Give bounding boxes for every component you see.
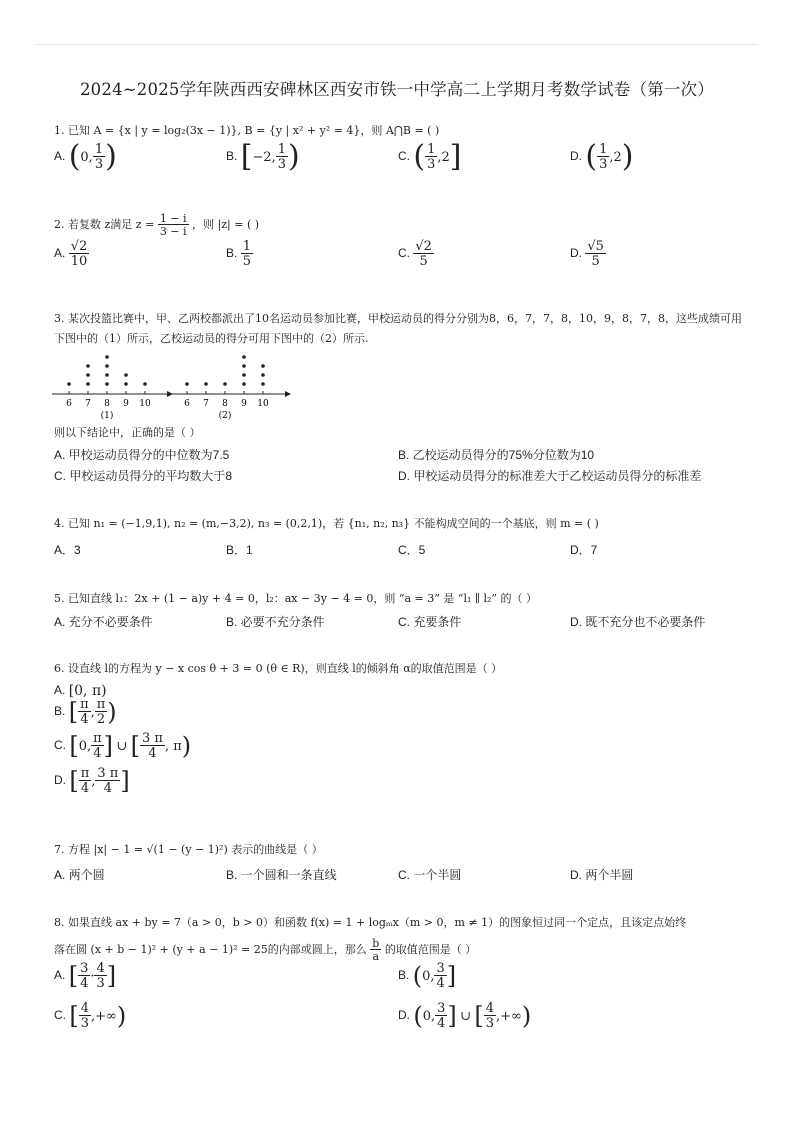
denominator: 4	[79, 780, 92, 795]
tick-label: 7	[203, 399, 209, 409]
numerator: 3	[436, 961, 445, 976]
question-stem: 若复数 z满足 z =	[68, 218, 155, 231]
question-6	[54, 662, 754, 676]
option-4b[interactable]: B．1	[226, 543, 253, 557]
option-7a[interactable]: A. 两个圆	[54, 868, 105, 882]
score-dot	[261, 364, 265, 368]
question-number: 2.	[54, 218, 65, 231]
option-3a[interactable]: A. 甲校运动员得分的中位数为7.5	[54, 448, 230, 462]
question-stem: 某次投篮比赛中，甲、乙两校都派出了10名运动员参加比赛，甲校运动员的得分分别为8，6，7，7，8，10，9，8，7，8，这些成绩可用下图中的（1）所示，乙校运动员的得分可用下图中的（2）所示.	[54, 312, 742, 345]
tick-label: 9	[241, 399, 247, 409]
numerator: 1	[599, 142, 608, 157]
score-dot	[124, 373, 128, 377]
score-dot	[185, 382, 189, 386]
tick-label: 6	[66, 399, 72, 409]
denominator: 3	[599, 157, 608, 172]
tick-label: 7	[85, 399, 91, 409]
option-label: A.	[54, 683, 66, 698]
question-stem: 已知 A = {x | y = log₂(3x − 1)}, B = {y | x² + y² = 4}，则 A⋂B = ( )	[68, 124, 440, 137]
page-title: 2024~2025学年陕西西安碑林区西安市铁一中学高二上学期月考数学试卷（第一次）	[79, 80, 714, 99]
option-value: , π	[164, 738, 182, 754]
numerator: π	[93, 731, 102, 746]
question-2	[54, 213, 754, 237]
numerator: 1 − i	[159, 212, 187, 225]
question-number: 5.	[54, 592, 65, 605]
option-5b[interactable]: B. 必要不充分条件	[226, 615, 325, 629]
numerator: π	[80, 766, 90, 781]
option-label: C.	[398, 149, 410, 164]
denominator: 4	[436, 976, 445, 991]
denominator: 3	[94, 157, 104, 172]
option-7b[interactable]: B. 一个圆和一条直线	[226, 868, 337, 882]
denominator: 4	[80, 976, 89, 991]
numerator: 1	[427, 142, 436, 157]
option-7c[interactable]: C. 一个半圆	[398, 868, 462, 882]
denominator: 3 − i	[159, 225, 187, 238]
option-1a[interactable]: A. (0, $\frac{1}{3}$ )	[54, 139, 117, 174]
option-value: ,+∞	[91, 1008, 117, 1024]
score-dot	[143, 382, 147, 386]
score-dot	[242, 373, 246, 377]
denominator: 4	[140, 745, 165, 760]
option-2a[interactable]	[54, 240, 89, 268]
question-4	[54, 517, 754, 531]
separator: ·	[90, 968, 95, 984]
question-5	[54, 592, 754, 606]
numerator: 4	[80, 1001, 89, 1016]
numerator: 1	[94, 142, 104, 157]
option-label: A.	[54, 149, 66, 164]
denominator: a	[370, 949, 381, 962]
question-3	[54, 309, 744, 349]
score-dot	[242, 355, 246, 359]
option-5a[interactable]: A. 充分不必要条件	[54, 615, 153, 629]
plot-label: (1)	[100, 411, 114, 421]
option-label: D.	[570, 246, 582, 261]
option-5c[interactable]: C. 充要条件	[398, 615, 462, 629]
option-value: 0,	[78, 738, 92, 754]
denominator: 3	[277, 157, 286, 172]
score-dot	[86, 373, 90, 377]
option-label: B.	[226, 149, 238, 164]
denominator: 4	[91, 745, 104, 760]
option-label: A.	[54, 246, 66, 261]
question-number: 7.	[54, 843, 65, 856]
plot-label: (2)	[218, 411, 232, 421]
option-4a[interactable]: A．3	[54, 543, 81, 557]
option-2c[interactable]	[398, 240, 434, 268]
option-label: D.	[398, 1008, 410, 1023]
denominator: 3	[485, 1016, 495, 1031]
score-dot	[67, 382, 71, 386]
option-8d[interactable]: D. (0, $\frac{3}{4}$ ] ∪ [ $\frac{4}{3}$ ,+∞)	[398, 1001, 532, 1031]
numerator: 1	[277, 142, 286, 157]
score-dot	[105, 364, 109, 368]
score-dot	[261, 382, 265, 386]
numerator: √5	[587, 239, 604, 254]
question-number: 4.	[54, 517, 65, 530]
option-3c[interactable]: C. 甲校运动员得分的平均数大于8	[54, 469, 233, 483]
option-label: B.	[226, 246, 238, 261]
question-stem: 如果直线 ax + by = 7（a > 0，b > 0）和函数 f(x) = 1 + logₘx（m > 0，m ≠ 1）的图象恒过同一个定点，且该定点始终	[68, 916, 687, 929]
numerator: 4	[96, 961, 105, 976]
question-stem-end: 的取值范围是（ ）	[384, 943, 477, 956]
score-dot	[204, 382, 208, 386]
question-8	[54, 916, 754, 930]
score-dot	[105, 382, 109, 386]
numerator: 3 π	[97, 766, 119, 781]
option-8a[interactable]: A. [ $\frac{3}{4}$ · $\frac{4}{3}$ ]	[54, 961, 117, 991]
tick-label: 6	[184, 399, 190, 409]
option-2b[interactable]	[226, 240, 253, 268]
denominator: 3	[80, 1016, 89, 1031]
numerator: 3	[80, 961, 89, 976]
score-dot	[105, 355, 109, 359]
numerator: b	[372, 937, 380, 950]
numerator: √2	[415, 239, 432, 254]
header-divider	[36, 44, 758, 45]
score-dot	[223, 382, 227, 386]
option-label: D.	[570, 149, 582, 164]
option-1d[interactable]: D. ( $\frac{1}{3}$ ,2)	[570, 139, 634, 174]
numerator: √2	[70, 239, 88, 254]
union-symbol: ∪	[116, 738, 128, 754]
option-4d[interactable]: D．7	[570, 543, 598, 557]
option-7d[interactable]: D. 两个半圆	[570, 868, 634, 882]
question-number: 6.	[54, 662, 65, 675]
option-value: −2,	[252, 149, 276, 165]
option-6c[interactable]: C. [0, $\frac{\pi}{4}$ ] ∪ [ $\frac{3 \pi}{4}$ , π)	[54, 731, 192, 761]
option-label: B.	[398, 968, 410, 983]
option-1c[interactable]: C. ( $\frac{1}{3}$ ,2]	[398, 139, 462, 174]
denominator: 10	[69, 253, 90, 268]
denominator: 5	[242, 254, 251, 269]
option-6d[interactable]: D. [ $\frac{\pi}{4}$ , $\frac{3 \pi}{4}$ ]	[54, 766, 130, 796]
denominator: 3	[96, 976, 105, 991]
question-stem: 已知直线 l₁：2x + (1 − a)y + 4 = 0，l₂：ax − 3y − 4 = 0，则 “a = 3” 是 “l₁ ∥ l₂” 的（ ）	[68, 592, 538, 605]
option-1b[interactable]: B. [−2, $\frac{1}{3}$ )	[226, 139, 300, 174]
question-number: 8.	[54, 916, 65, 929]
numerator: 3 π	[142, 731, 163, 746]
numerator: π	[80, 697, 89, 712]
denominator: 5	[585, 253, 606, 268]
tick-label: 10	[257, 399, 269, 409]
option-value: [0, π)	[68, 683, 107, 699]
option-value: 0,	[422, 1008, 436, 1024]
question-3-prompt: 则以下结论中，正确的是（ ）	[54, 426, 201, 439]
numerator: 3	[437, 1001, 446, 1016]
option-value: 0,	[422, 968, 435, 984]
option-value: ,2	[609, 149, 622, 165]
score-dot	[124, 382, 128, 386]
score-dot	[261, 373, 265, 377]
dot-plot-2	[170, 355, 291, 421]
denominator: 4	[95, 780, 120, 795]
question-stem: 落在圆 (x + b − 1)² + (y + a − 1)² = 25的内部或圆上，那么	[54, 943, 367, 956]
denominator: 2	[95, 711, 108, 726]
option-label: C.	[398, 246, 410, 261]
question-stem: 设直线 l的方程为 y − x cos θ + 3 = 0 (θ ∈ R)，则直线 l的倾斜角 α的取值范围是（ ）	[68, 662, 503, 675]
numerator: π	[96, 697, 106, 712]
option-value: ,+∞	[496, 1008, 522, 1024]
denominator: 4	[437, 1016, 446, 1031]
option-label: B.	[54, 704, 66, 719]
option-4c[interactable]: C．5	[398, 543, 426, 557]
option-label: A.	[54, 968, 66, 983]
tick-label: 8	[104, 399, 110, 409]
tick-label: 8	[222, 399, 228, 409]
option-label: C.	[54, 738, 66, 753]
option-3b[interactable]: B. 乙校运动员得分的75%分位数为10	[398, 448, 595, 462]
union-symbol: ∪	[460, 1008, 472, 1024]
score-dot	[105, 373, 109, 377]
option-5d[interactable]: D. 既不充分也不必要条件	[570, 615, 706, 629]
numerator: 4	[485, 1001, 495, 1016]
option-3d[interactable]: D. 甲校运动员得分的标准差大于乙校运动员得分的标准差	[398, 469, 702, 483]
axis-arrow	[285, 391, 291, 397]
option-label: C.	[54, 1008, 66, 1023]
question-stem-end: ，则 |z| = ( )	[192, 218, 260, 231]
question-7	[54, 843, 754, 857]
dot-plot-1	[52, 355, 173, 421]
denominator: 3	[427, 157, 436, 172]
question-stem: 已知 n₁ = (−1,9,1), n₂ = (m,−3,2), n₃ = (0,2,1)，若 {n₁, n₂, n₃} 不能构成空间的一个基底，则 m = ( )	[68, 517, 599, 530]
option-value: 0,	[80, 149, 93, 165]
option-8c[interactable]: C. [ $\frac{4}{3}$ ,+∞)	[54, 1001, 127, 1031]
dot-plots	[52, 346, 292, 422]
question-1	[54, 124, 754, 138]
question-number: 3.	[54, 312, 65, 325]
question-number: 1.	[54, 124, 65, 137]
option-label: D.	[54, 773, 66, 788]
numerator: 1	[242, 239, 251, 254]
question-stem: 方程 |x| − 1 = √(1 − (y − 1)²) 表示的曲线是（ ）	[68, 843, 323, 856]
option-8b[interactable]: B. (0, $\frac{3}{4}$ ]	[398, 961, 457, 991]
tick-label: 10	[139, 399, 151, 409]
tick-label: 9	[123, 399, 129, 409]
option-2d[interactable]	[570, 240, 606, 268]
score-dot	[242, 364, 246, 368]
option-value: ,2	[437, 149, 450, 165]
denominator: 5	[413, 253, 434, 268]
score-dot	[86, 364, 90, 368]
question-8-line2	[54, 938, 754, 962]
score-dot	[242, 382, 246, 386]
option-6b[interactable]: B. [ $\frac{\pi}{4}$ , $\frac{\pi}{2}$ )	[54, 697, 117, 727]
denominator: 4	[78, 711, 91, 726]
score-dot	[86, 382, 90, 386]
